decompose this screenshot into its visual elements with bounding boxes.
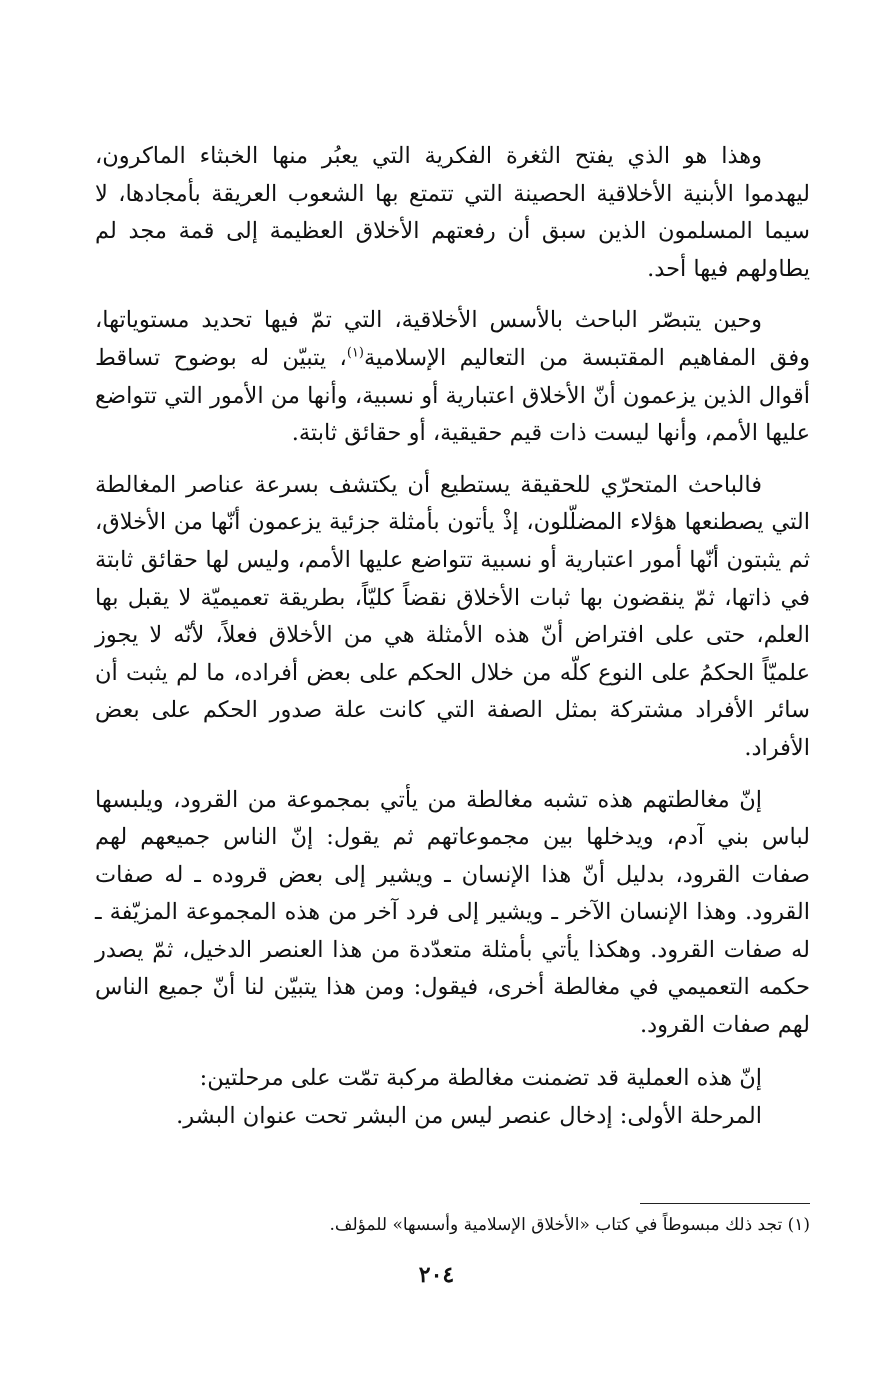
- page-body: [95, 138, 810, 1135]
- paragraph-6: المرحلة الأولى: إدخال عنصر ليس من البشر تحت عنوان البشر.: [176, 1102, 762, 1129]
- paragraph-2-start: وحين يتبصّر الباحث بالأسس الأخلاقية، التي تمّ فيها تحديد: [201, 307, 762, 334]
- page-number: ٢٠٤: [418, 1262, 455, 1288]
- paragraph-5: إنّ هذه العملية قد تضمنت مغالطة مركبة تمّت على مرحلتين:: [199, 1064, 762, 1091]
- paragraph-4: إنّ مغالطتهم هذه تشبه مغالطة من يأتي بمجموعة من القرود، ويلبسها لباس بني آدم، ويدخلها بين مجموعاتهم ثم يقول: إنّ الناس جميعهم لهم صفات القرود، بدليل أنّ هذا الإنسان ـ ويشير إلى بعض قروده ـ له صفات القرود. وهذا الإنسان الآخر ـ ويشير إلى فرد آخر من هذه المجموعة المزيّفة ـ له صفات القرود. وهكذا يأتي بأمثلة متعدّدة من هذا العنصر الدخيل، ثمّ يصدر حكمه التعميمي في مغالطة أخرى، فيقول: ومن هذا يتبيّن لنا أنّ جميع الناس لهم صفات القرود.: [95, 786, 810, 1039]
- footnote: (١) تجد ذلك مبسوطاً في كتاب «الأخلاق الإسلامية وأسسها» للمؤلف.: [329, 1215, 810, 1235]
- paragraph-2-middle: مستوياتها، وفق المفاهيم المقتبسة من التعاليم الإسلامية: [95, 307, 810, 371]
- paragraph-3: فالباحث المتحرّي للحقيقة يستطيع أن يكتشف بسرعة عناصر المغالطة التي يصطنعها هؤلاء المضلّلون، إذْ يأتون بأمثلة جزئية يزعمون أنّها من الأخلاق، ثم يثبتون أنّها أمور اعتبارية أو نسبية تتواضع عليها الأمم، وليس لها حقائق ثابتة في ذاتها، ثمّ ينقضون بها ثبات الأخلاق نقضاً كليّاً، بطريقة تعميميّة لا يقبل بها العلم، حتى على افتراض أنّ هذه الأمثلة هي من الأخلاق فعلاً، لأنّه لا يجوز علميّاً الحكمُ على النوع كلّه من خلال الحكم على بعض أفراده، ما لم يثبت أن سائر الأفراد مشتركة بمثل الصفة التي كانت علة صدور الحكم على بعض الأفراد.: [95, 471, 810, 761]
- paragraph-2: [95, 302, 810, 452]
- footnote-marker[interactable]: (١): [346, 345, 364, 361]
- paragraph-2-end: ، يتبيّن له بوضوح تساقط أقوال الذين يزعمون أنّ الأخلاق اعتبارية أو نسبية، وأنها من الأمور التي تتواضع عليها الأمم، وأنها ليست ذات قيم حقيقية، أو حقائق ثابتة.: [95, 344, 810, 447]
- paragraph-1: وهذا هو الذي يفتح الثغرة الفكرية التي يعبُر منها الخبثاء الماكرون، ليهدموا الأبنية الأخلاقية الحصينة التي تتمتع بها الشعوب العريقة بأمجادها، لا سيما المسلمون الذين سبق أن رفعتهم الأخلاق العظيمة إلى قمة مجد لم يطاولهم فيها أحد.: [95, 143, 810, 282]
- footnote-divider: [640, 1203, 810, 1204]
